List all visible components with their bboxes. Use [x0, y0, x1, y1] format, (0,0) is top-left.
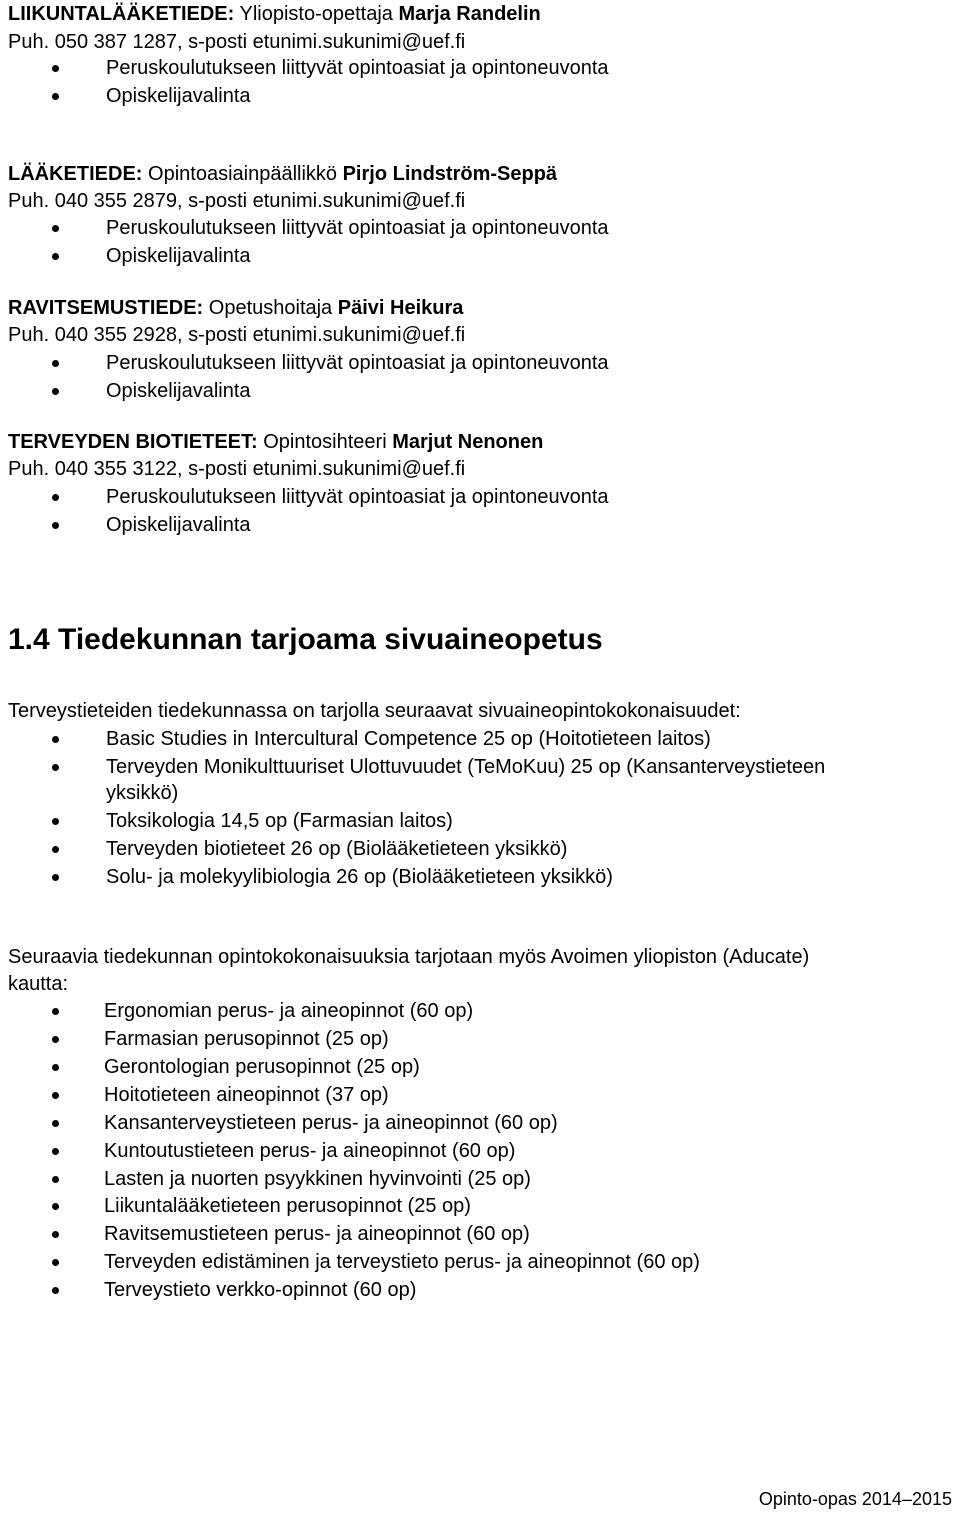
bullet-icon: [52, 818, 59, 825]
list-item-text: Opiskelijavalinta: [106, 514, 251, 536]
bullet-icon: [52, 494, 59, 501]
contact-name: Päivi Heikura: [337, 297, 464, 319]
list-item-text: Opiskelijavalinta: [106, 245, 251, 267]
bullet-icon: [52, 736, 59, 743]
list-item-text: Kansanterveystieteen perus- ja aineopinnot (60 op): [104, 1112, 558, 1134]
contact-info: Puh. 040 355 2928, s-posti etunimi.sukunimi@uef.fi: [8, 324, 466, 346]
list-item-text: Terveystieto verkko-opinnot (60 op): [104, 1279, 417, 1301]
contact-role: Opetushoitaja: [208, 297, 333, 319]
open-intro-line2: kautta:: [8, 973, 69, 995]
list-item-text: yksikkö): [106, 782, 179, 804]
contact-heading: [8, 2, 541, 26]
list-item-text: Solu- ja molekyylibiologia 26 op (Biolääketieteen yksikkö): [106, 866, 613, 888]
contact-heading: [8, 296, 463, 320]
contact-role: Opintosihteeri: [263, 431, 387, 453]
list-item-text: Terveyden edistäminen ja terveystieto perus- ja aineopinnot (60 op): [104, 1251, 700, 1273]
list-item-text: Peruskoulutukseen liittyvät opintoasiat ja opintoneuvonta: [106, 217, 609, 239]
bullet-icon: [52, 522, 59, 529]
list-item-text: Peruskoulutukseen liittyvät opintoasiat ja opintoneuvonta: [106, 352, 609, 374]
list-item-text: Toksikologia 14,5 op (Farmasian laitos): [106, 810, 453, 832]
bullet-icon: [52, 1176, 59, 1183]
list-item-text: Hoitotieteen aineopinnot (37 op): [104, 1084, 389, 1106]
list-item-text: Terveyden Monikulttuuriset Ulottuvuudet (TeMoKuu) 25 op (Kansanterveystieteen: [106, 756, 826, 778]
page-footer: Opinto-opas 2014–2015: [758, 1489, 952, 1509]
bullet-icon: [52, 1064, 59, 1071]
list-item-text: Opiskelijavalinta: [106, 85, 251, 107]
department-name: LÄÄKETIEDE:: [8, 163, 143, 185]
bullet-icon: [52, 1148, 59, 1155]
list-item-text: Terveyden biotieteet 26 op (Biolääketieteen yksikkö): [106, 838, 568, 860]
list-item-text: Lasten ja nuorten psyykkinen hyvinvointi (25 op): [104, 1168, 531, 1190]
bullet-icon: [52, 1287, 59, 1294]
bullet-icon: [52, 1036, 59, 1043]
list-item-text: Kuntoutustieteen perus- ja aineopinnot (60 op): [104, 1140, 516, 1162]
list-item-text: Farmasian perusopinnot (25 op): [104, 1028, 389, 1050]
department-name: RAVITSEMUSTIEDE:: [8, 297, 204, 319]
list-item-text: Peruskoulutukseen liittyvät opintoasiat ja opintoneuvonta: [106, 486, 609, 508]
contact-heading: [8, 162, 557, 186]
bullet-icon: [52, 1203, 59, 1210]
bullet-icon: [52, 1259, 59, 1266]
bullet-icon: [52, 360, 59, 367]
contact-info: Puh. 050 387 1287, s-posti etunimi.sukunimi@uef.fi: [8, 31, 466, 53]
minor-intro: Terveystieteiden tiedekunnassa on tarjolla seuraavat sivuaineopintokokonaisuudet:: [8, 700, 741, 722]
bullet-icon: [52, 65, 59, 72]
bullet-icon: [52, 1231, 59, 1238]
contact-name: Pirjo Lindström-Seppä: [342, 163, 558, 185]
bullet-icon: [52, 1008, 59, 1015]
bullet-icon: [52, 388, 59, 395]
list-item-text: Gerontologian perusopinnot (25 op): [104, 1056, 420, 1078]
list-item-text: Liikuntalääketieteen perusopinnot (25 op): [104, 1195, 471, 1217]
list-item-text: Ergonomian perus- ja aineopinnot (60 op): [104, 1000, 474, 1022]
contact-name: Marjut Nenonen: [392, 431, 544, 453]
section-heading: 1.4 Tiedekunnan tarjoama sivuaineopetus: [8, 623, 603, 656]
open-intro-line1: Seuraavia tiedekunnan opintokokonaisuuksia tarjotaan myös Avoimen yliopiston (Aducate): [8, 946, 810, 968]
bullet-icon: [52, 1092, 59, 1099]
contact-info: Puh. 040 355 3122, s-posti etunimi.sukunimi@uef.fi: [8, 458, 466, 480]
list-item-text: Opiskelijavalinta: [106, 380, 251, 402]
bullet-icon: [52, 764, 59, 771]
bullet-icon: [52, 253, 59, 260]
contact-role: Yliopisto-opettaja: [239, 3, 393, 25]
department-name: LIIKUNTALÄÄKETIEDE:: [8, 3, 235, 25]
contact-name: Marja Randelin: [398, 3, 541, 25]
bullet-icon: [52, 874, 59, 881]
bullet-icon: [52, 1120, 59, 1127]
contact-heading: [8, 430, 543, 454]
list-item-text: Peruskoulutukseen liittyvät opintoasiat ja opintoneuvonta: [106, 57, 609, 79]
contact-role: Opintoasiainpäällikkö: [148, 163, 338, 185]
department-name: TERVEYDEN BIOTIETEET:: [8, 431, 258, 453]
contact-info: Puh. 040 355 2879, s-posti etunimi.sukunimi@uef.fi: [8, 190, 466, 212]
bullet-icon: [52, 225, 59, 232]
bullet-icon: [52, 93, 59, 100]
list-item-text: Ravitsemustieteen perus- ja aineopinnot (60 op): [104, 1223, 530, 1245]
bullet-icon: [52, 846, 59, 853]
list-item-text: Basic Studies in Intercultural Competence 25 op (Hoitotieteen laitos): [106, 728, 711, 750]
